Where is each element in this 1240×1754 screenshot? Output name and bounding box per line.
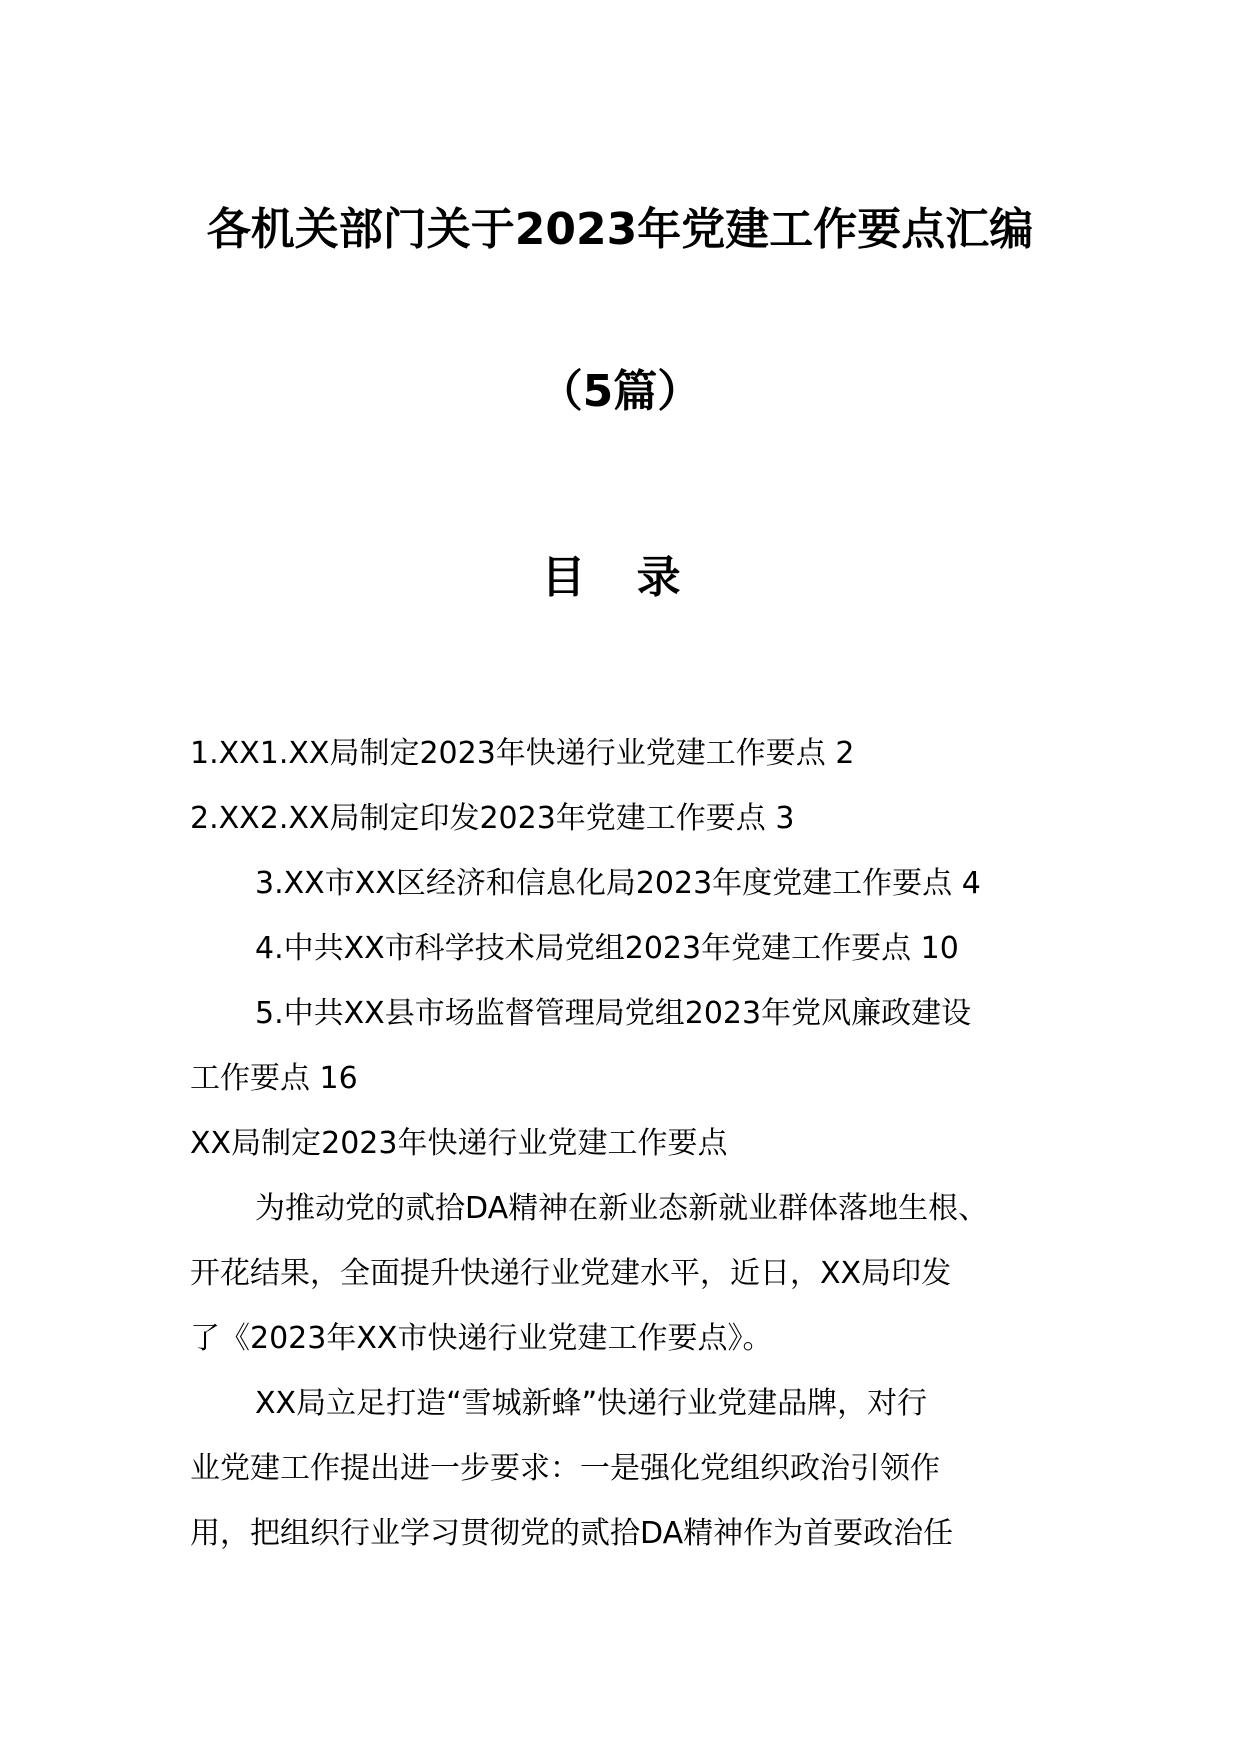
article-heading: XX局制定2023年快递行业党建工作要点: [190, 1126, 728, 1161]
paragraph-line: 业党建工作提出进一步要求：一是强化党组织政治引领作: [190, 1451, 940, 1486]
paragraph-line: 为推动党的贰拾DA精神在新业态新就业群体落地生根、: [255, 1191, 989, 1226]
document-title: 各机关部门关于2023年党建工作要点汇编: [206, 204, 1034, 255]
toc-heading: 目 录: [541, 552, 699, 603]
toc-item-2[interactable]: 2.XX2.XX局制定印发2023年党建工作要点 3: [190, 801, 795, 836]
document-subtitle: （5篇）: [538, 366, 702, 417]
toc-item-5-continued[interactable]: 工作要点 16: [190, 1061, 358, 1096]
toc-item-5[interactable]: 5.中共XX县市场监督管理局党组2023年党风廉政建设: [255, 996, 972, 1031]
toc-item-4[interactable]: 4.中共XX市科学技术局党组2023年党建工作要点 10: [255, 931, 959, 966]
paragraph-line: 开花结果，全面提升快递行业党建水平，近日，XX局印发: [190, 1256, 952, 1291]
toc-item-1[interactable]: 1.XX1.XX局制定2023年快递行业党建工作要点 2: [190, 736, 855, 771]
paragraph-line: 用，把组织行业学习贯彻党的贰拾DA精神作为首要政治任: [190, 1516, 954, 1551]
paragraph-line: 了《2023年XX市快递行业党建工作要点》。: [190, 1321, 773, 1356]
paragraph-line: XX局立足打造“雪城新蜂”快递行业党建品牌，对行: [255, 1386, 928, 1421]
toc-item-3[interactable]: 3.XX市XX区经济和信息化局2023年度党建工作要点 4: [255, 866, 981, 901]
